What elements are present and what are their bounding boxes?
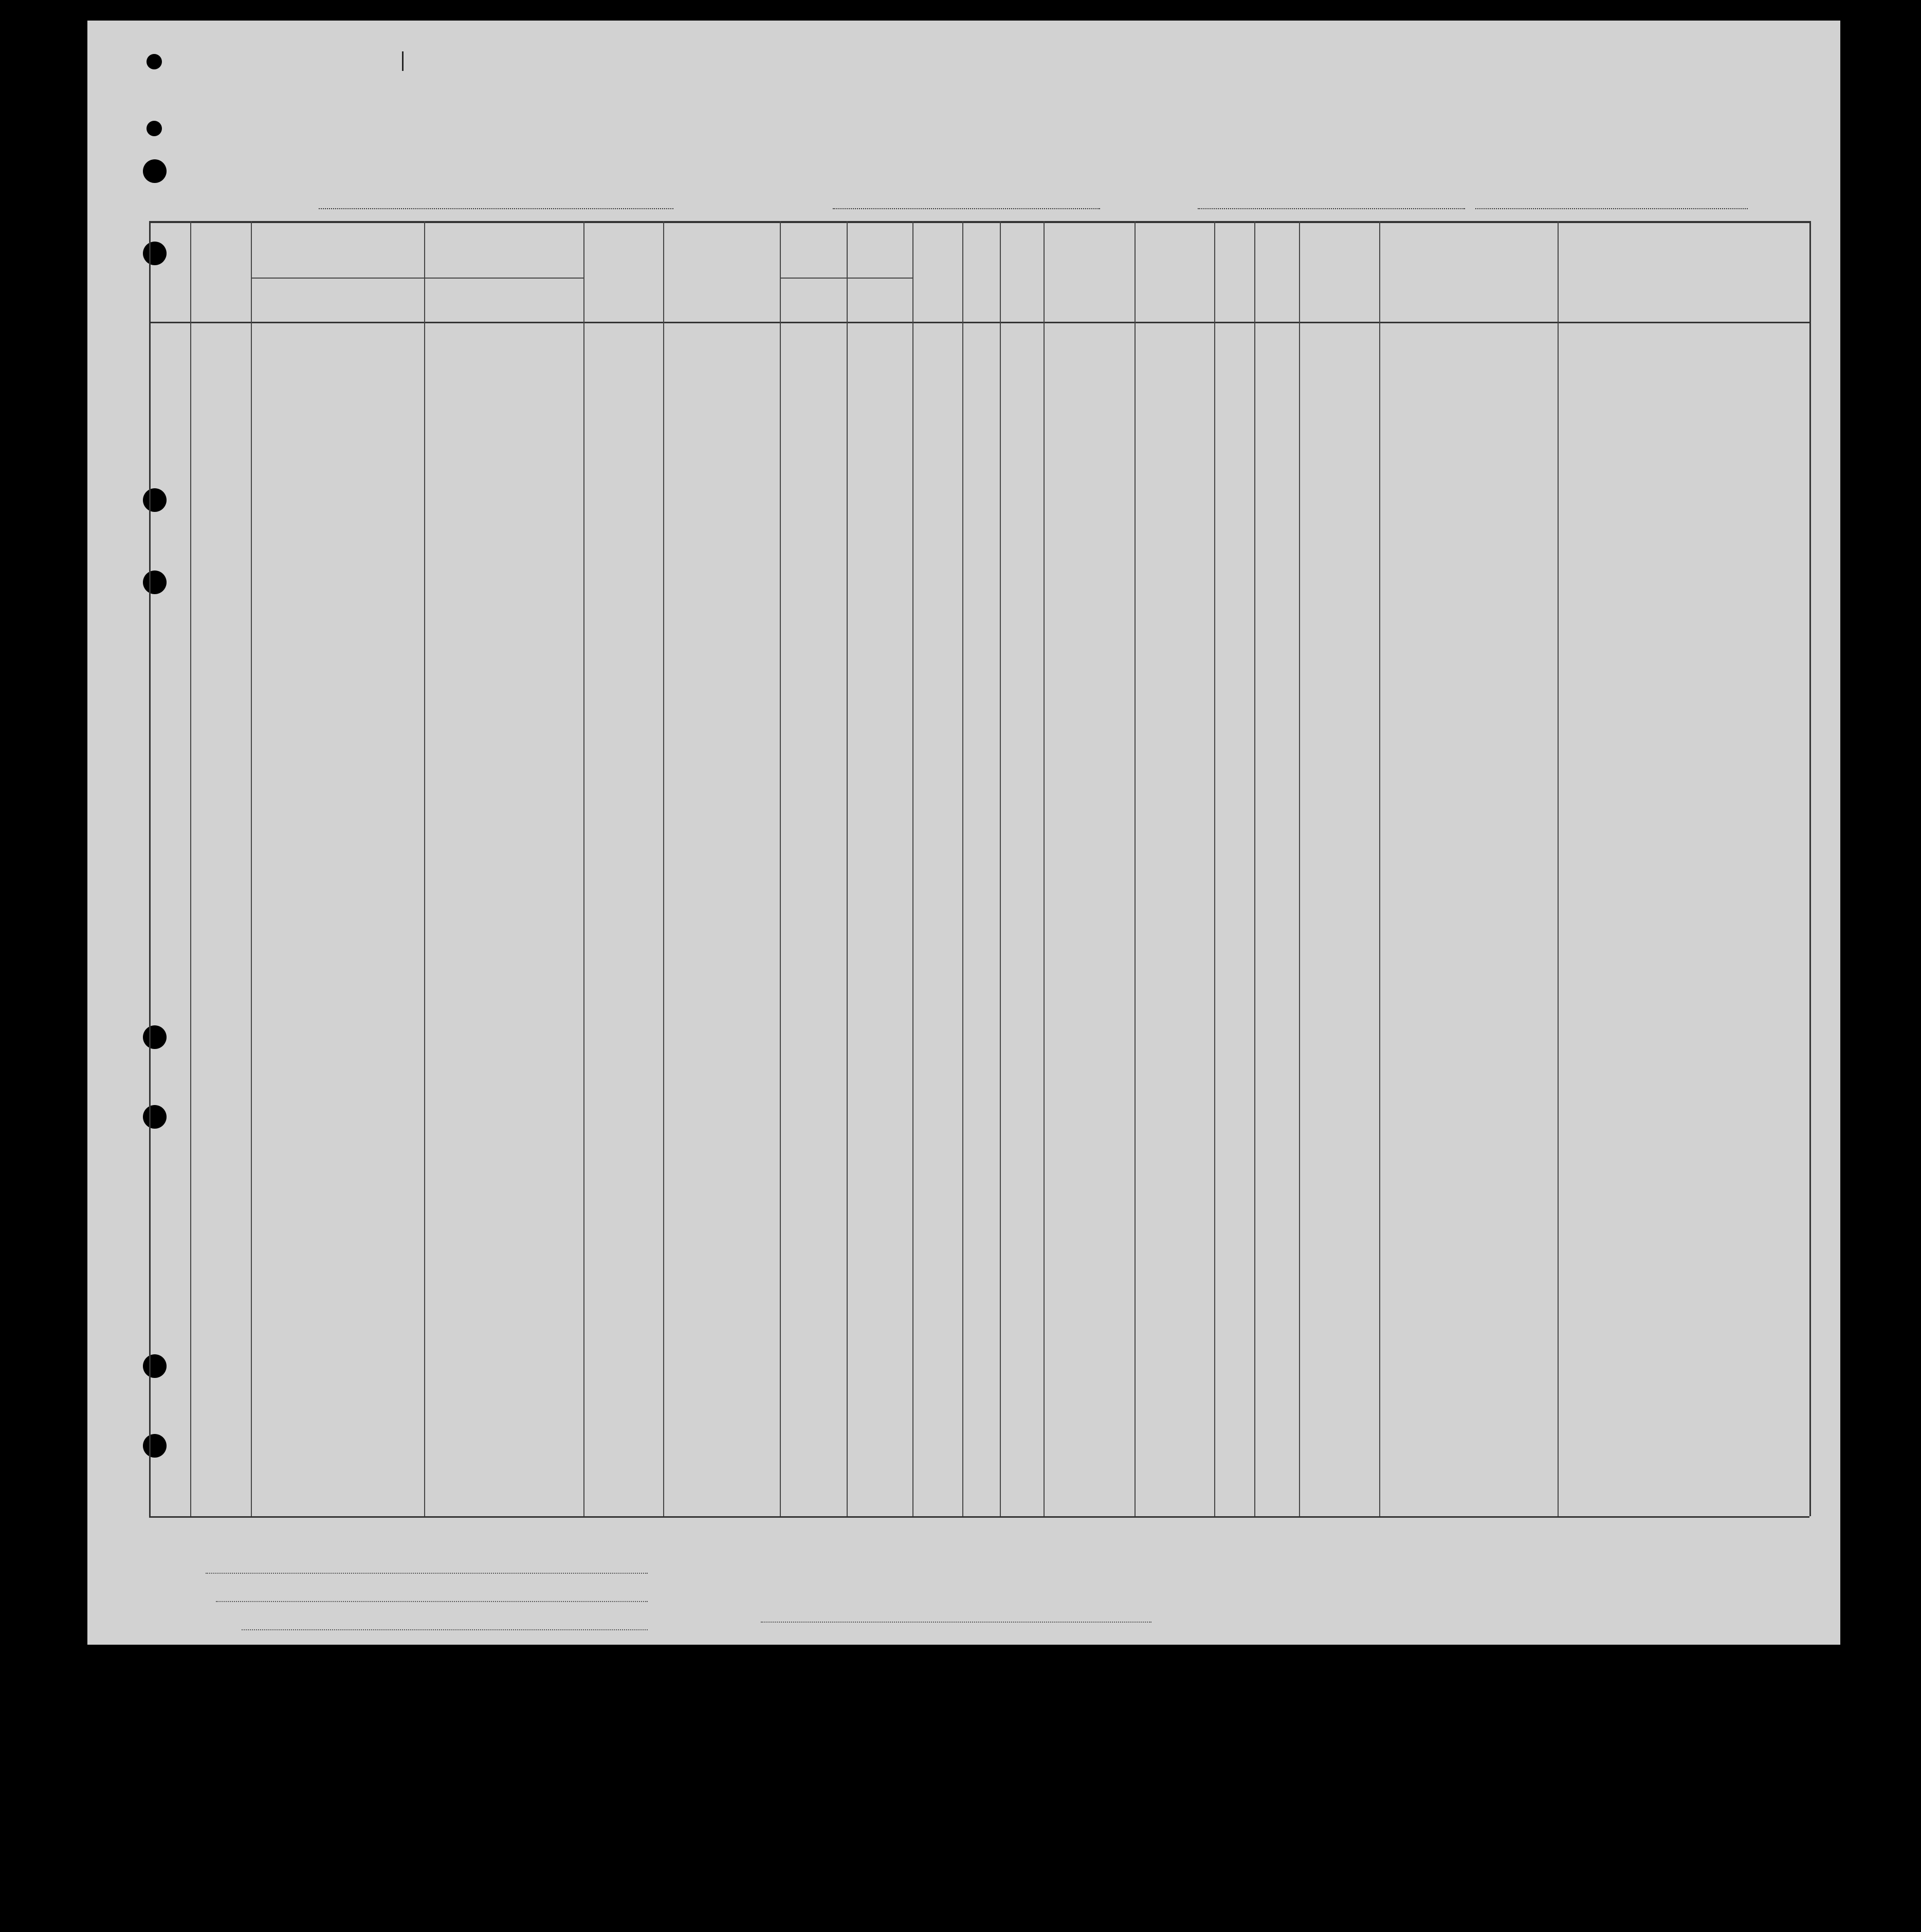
column-rule xyxy=(1135,221,1136,1516)
column-rule xyxy=(149,221,151,1516)
signature-line xyxy=(761,1622,1151,1623)
column-rule xyxy=(251,221,252,1516)
date-fill-line xyxy=(1475,188,1748,209)
column-rule xyxy=(190,221,191,1516)
agents-fill-line xyxy=(242,1629,648,1630)
binder-hole xyxy=(147,121,162,136)
vessel-fill-line xyxy=(319,188,673,209)
binder-hole xyxy=(143,159,167,183)
column-rule xyxy=(663,221,664,1516)
column-rule xyxy=(962,221,963,1516)
rule xyxy=(149,221,1809,223)
header-sub-rule xyxy=(780,278,912,279)
binder-hole xyxy=(147,54,162,69)
column-rule xyxy=(1558,221,1559,1516)
column-rule xyxy=(1809,221,1811,1516)
column-rule xyxy=(780,221,781,1516)
pen-mark xyxy=(402,51,404,71)
header-sub-rule xyxy=(251,278,583,279)
column-rule xyxy=(1044,221,1045,1516)
column-rule xyxy=(1299,221,1300,1516)
rule xyxy=(149,322,1809,323)
sailing-fill-line xyxy=(833,188,1100,209)
crew-table xyxy=(149,221,1809,1516)
column-rule xyxy=(1214,221,1215,1516)
column-rule xyxy=(1254,221,1255,1516)
column-rule xyxy=(1379,221,1380,1516)
column-rule xyxy=(424,221,425,1516)
rule xyxy=(149,1516,1809,1518)
line-fill-line xyxy=(206,1573,648,1574)
column-rule xyxy=(847,221,848,1516)
column-rule xyxy=(1000,221,1001,1516)
owners-fill-line xyxy=(216,1601,648,1602)
column-rule xyxy=(583,221,584,1516)
manifest-sheet xyxy=(87,21,1840,1645)
arriving-fill-line xyxy=(1198,188,1465,209)
column-rule xyxy=(912,221,913,1516)
